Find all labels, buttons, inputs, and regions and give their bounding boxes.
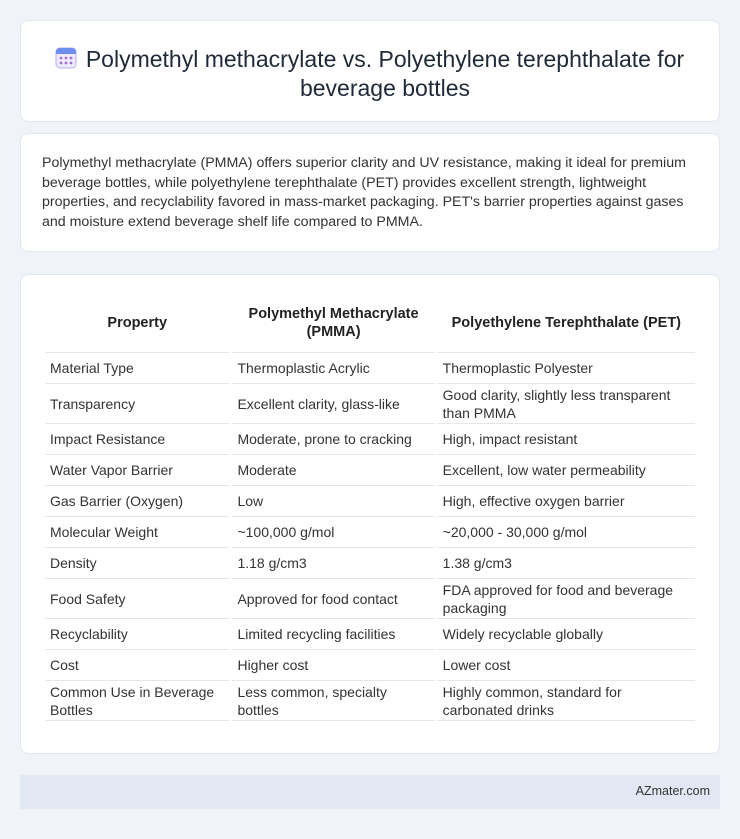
pet-cell: Lower cost	[438, 650, 695, 681]
property-cell: Material Type	[45, 353, 229, 384]
table-row	[45, 650, 695, 681]
property-cell: Impact Resistance	[45, 424, 229, 455]
table-row	[45, 353, 695, 384]
table-row	[45, 517, 695, 548]
table-row	[45, 384, 695, 424]
pet-cell: Widely recyclable globally	[438, 619, 695, 650]
footer-bar	[20, 775, 720, 809]
table-row	[45, 619, 695, 650]
table-row	[45, 548, 695, 579]
column-header-pmma: Polymethyl Methacrylate (PMMA)	[232, 293, 434, 353]
property-cell: Water Vapor Barrier	[45, 455, 229, 486]
table-row	[45, 579, 695, 619]
page-title: Polymethyl methacrylate vs. Polyethylene terephthalate for beverage bottles	[85, 46, 685, 101]
pet-cell: Highly common, standard for carbonated drinks	[438, 681, 695, 721]
comparison-card	[20, 274, 720, 754]
property-cell: Transparency	[45, 384, 229, 424]
table-row	[45, 681, 695, 721]
table-row	[45, 455, 695, 486]
title-card	[20, 20, 720, 122]
pet-cell: High, impact resistant	[438, 424, 695, 455]
property-cell: Common Use in Beverage Bottles	[45, 681, 229, 721]
pet-cell: Thermoplastic Polyester	[438, 353, 695, 384]
property-cell: Density	[45, 548, 229, 579]
pet-cell: Excellent, low water permeability	[438, 455, 695, 486]
intro-paragraph: Polymethyl methacrylate (PMMA) offers superior clarity and UV resistance, making it ideal for premium beverage bottles, while polyethylene terephthalate (PET) provides excellent strength, lightweight properties, and recyclability favored in mass-market packaging. PET's barrier properties against gases and moisture extend beverage shelf life compared to PMMA.	[42, 155, 686, 230]
property-cell: Gas Barrier (Oxygen)	[45, 486, 229, 517]
column-header-pet: Polyethylene Terephthalate (PET)	[438, 293, 695, 353]
pet-cell: FDA approved for food and beverage packaging	[438, 579, 695, 619]
pmma-cell: ~100,000 g/mol	[232, 517, 434, 548]
pmma-cell: Thermoplastic Acrylic	[232, 353, 434, 384]
pmma-cell: Higher cost	[232, 650, 434, 681]
pmma-cell: Approved for food contact	[232, 579, 434, 619]
property-cell: Cost	[45, 650, 229, 681]
pet-cell: ~20,000 - 30,000 g/mol	[438, 517, 695, 548]
pmma-cell: Low	[232, 486, 434, 517]
property-cell: Molecular Weight	[45, 517, 229, 548]
comparison-table	[42, 293, 698, 721]
pet-cell: Good clarity, slightly less transparent than PMMA	[438, 384, 695, 424]
table-row	[45, 486, 695, 517]
pmma-cell: Limited recycling facilities	[232, 619, 434, 650]
pet-cell: 1.38 g/cm3	[438, 548, 695, 579]
pmma-cell: Less common, specialty bottles	[232, 681, 434, 721]
pmma-cell: Moderate, prone to cracking	[232, 424, 434, 455]
pet-cell: High, effective oxygen barrier	[438, 486, 695, 517]
footer-brand: AZmater.com	[635, 784, 710, 798]
table-row	[45, 424, 695, 455]
property-cell: Food Safety	[45, 579, 229, 619]
intro-card	[20, 133, 720, 252]
pmma-cell: Excellent clarity, glass-like	[232, 384, 434, 424]
pmma-cell: 1.18 g/cm3	[232, 548, 434, 579]
property-cell: Recyclability	[45, 619, 229, 650]
table-header-row	[45, 293, 695, 353]
pmma-cell: Moderate	[232, 455, 434, 486]
column-header-property: Property	[45, 293, 229, 353]
